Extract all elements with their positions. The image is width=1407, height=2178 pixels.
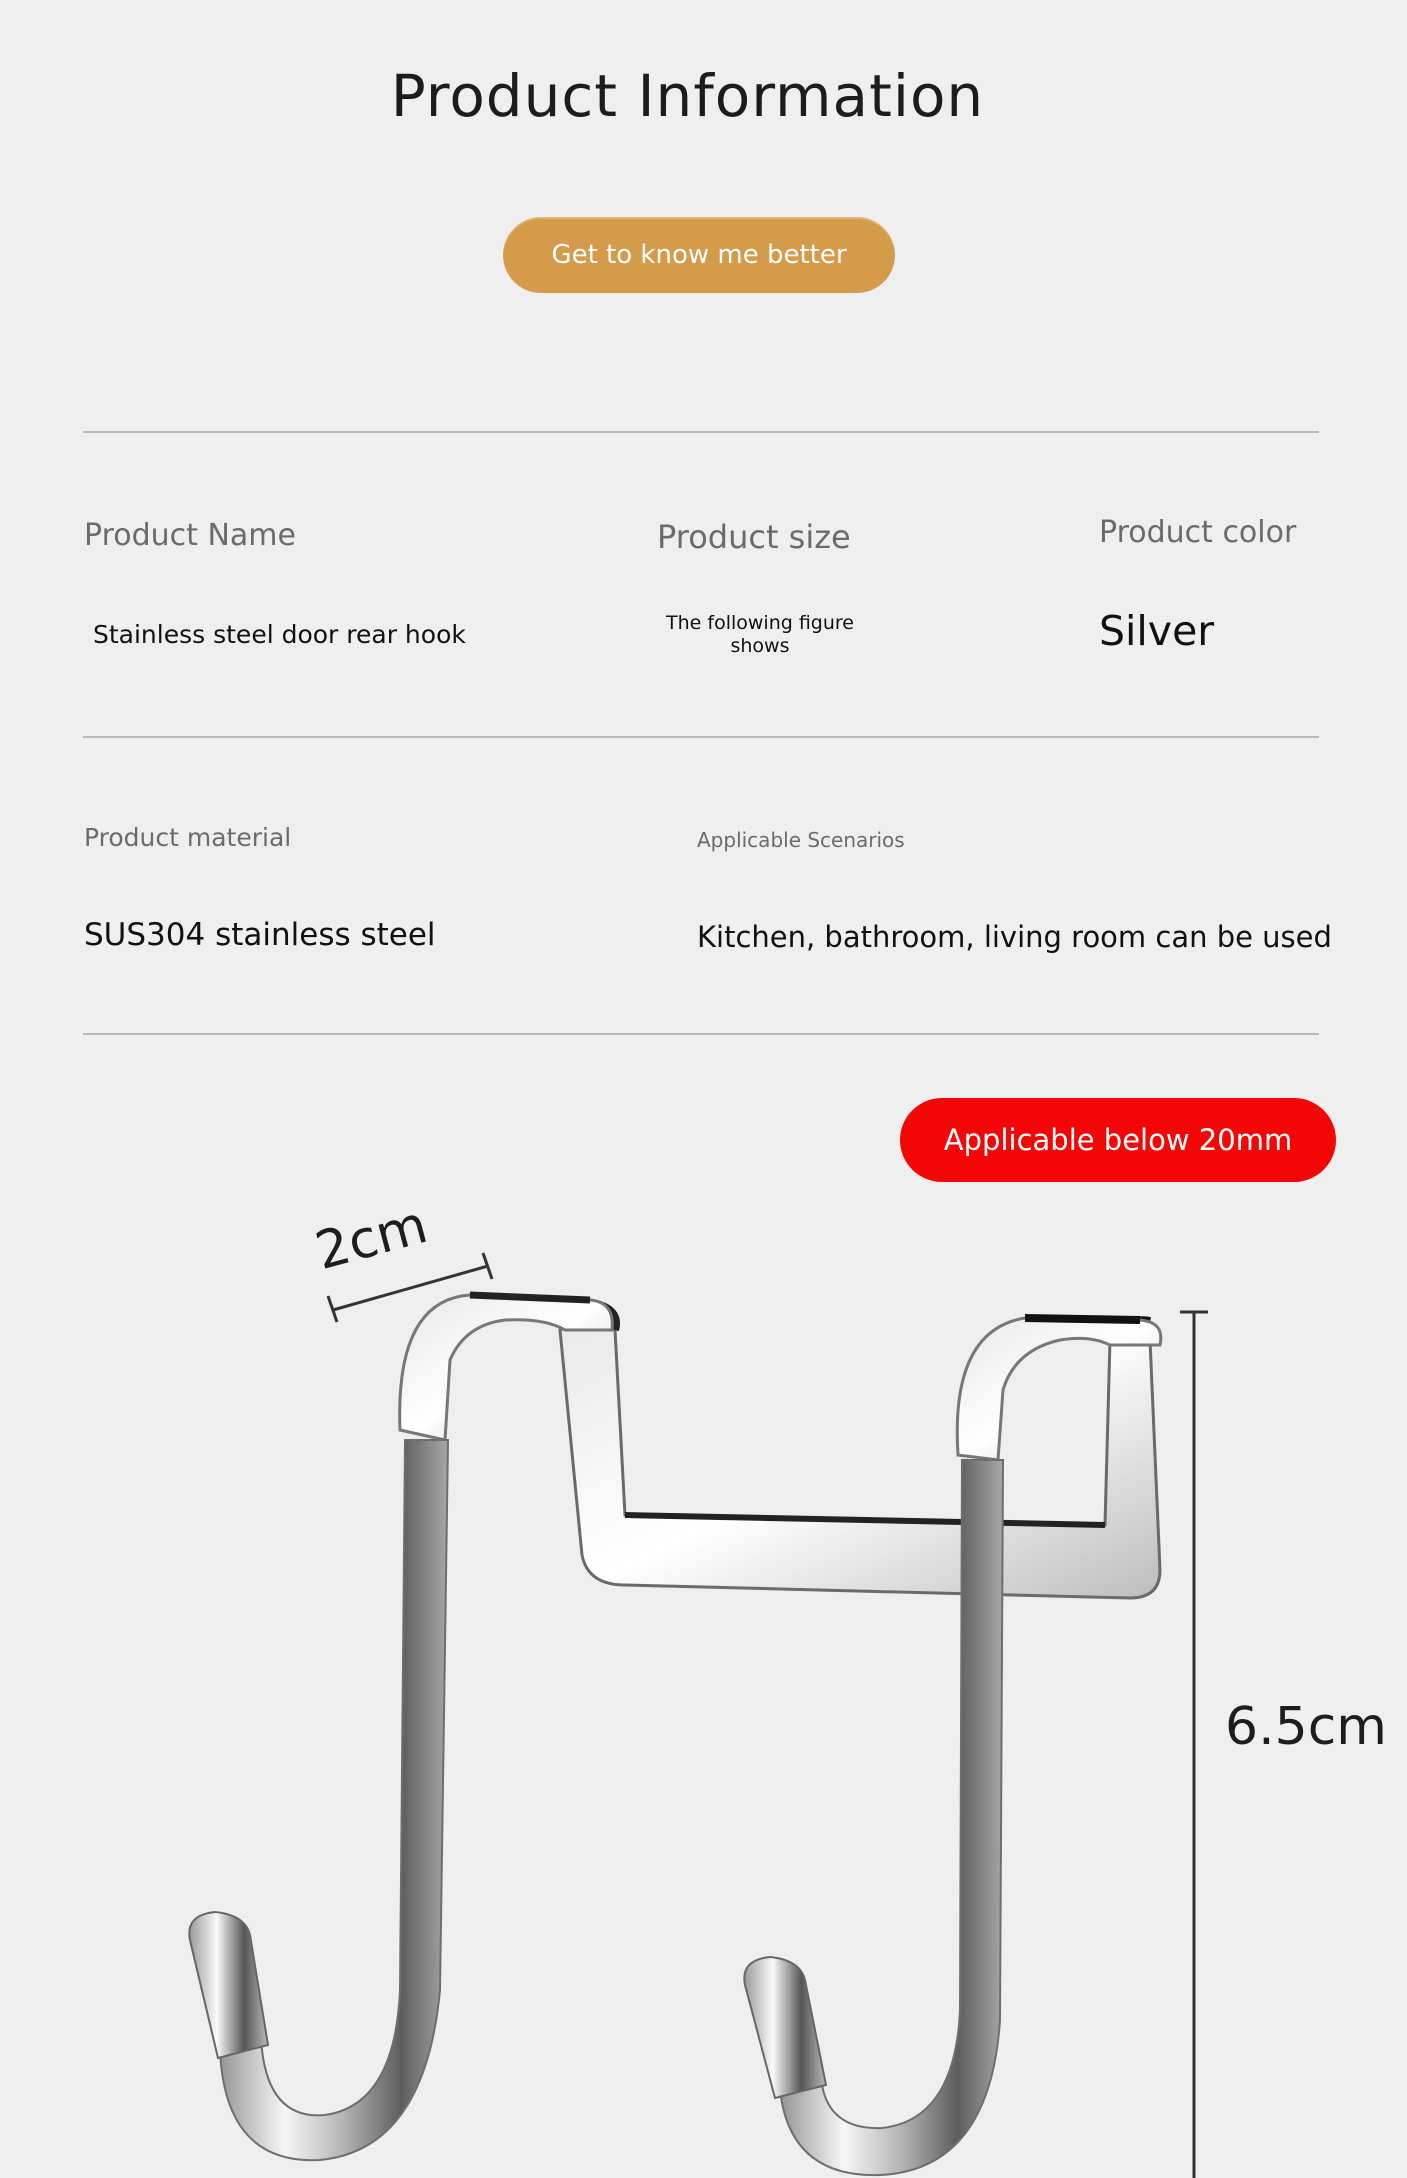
applicable-scenarios-value: Kitchen, bathroom, living room can be used [697,920,1332,954]
product-name-value: Stainless steel door rear hook [93,620,466,649]
hook-product-illustration [0,1190,1407,2178]
product-material-label: Product material [84,823,292,852]
width-dimension-label: 2cm [309,1194,434,1282]
product-size-value-line1: The following figure [666,612,854,634]
product-color-label: Product color [1099,515,1297,550]
product-name-label: Product Name [84,518,296,553]
product-size-label: Product size [657,518,851,556]
divider [83,736,1319,738]
get-to-know-button[interactable]: Get to know me better [503,217,895,293]
height-dimension-line [1180,1312,1208,2178]
height-dimension-label: 6.5cm [1225,1697,1387,1757]
right-hook-cap [744,1957,826,2098]
product-size-value-line2: shows [730,635,790,657]
product-size-value [620,612,900,658]
divider [83,431,1319,433]
product-color-value: Silver [1099,607,1215,655]
applicable-scenarios-label: Applicable Scenarios [697,828,905,852]
page-title: Product Information [390,62,985,130]
applicable-thickness-badge: Applicable below 20mm [900,1098,1336,1182]
left-hook-shaft [215,1440,448,2160]
product-material-value: SUS304 stainless steel [84,917,436,953]
left-hook-cap [189,1912,268,2058]
divider [83,1033,1319,1035]
bracket-back-plate [560,1312,1160,1598]
